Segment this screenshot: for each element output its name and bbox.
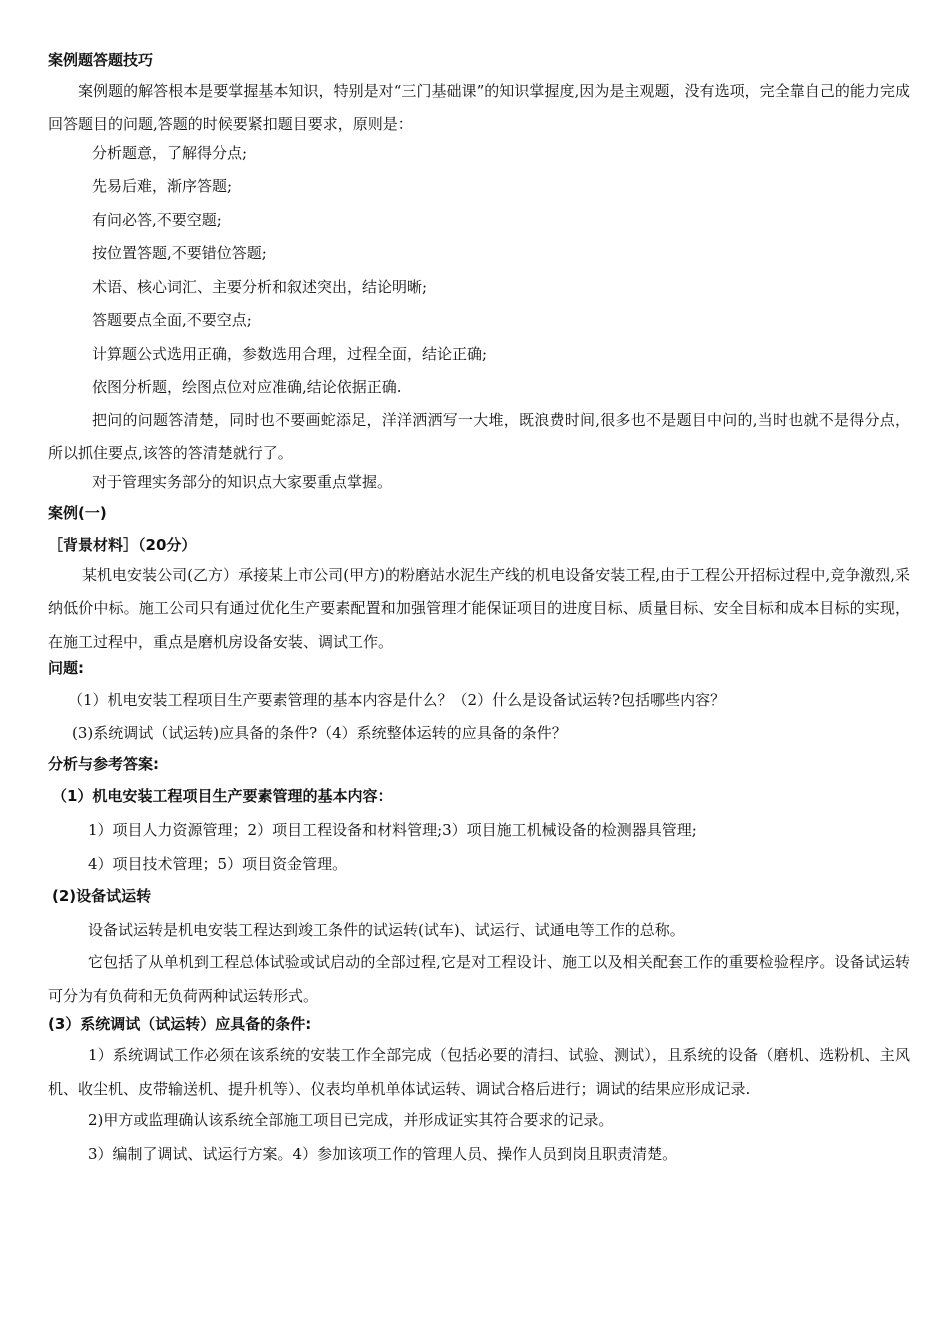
principle-item: 依图分析题，绘图点位对应准确,结论依据正确. bbox=[92, 378, 402, 396]
intro-text: 案例题的解答根本是要掌握基本知识，特别是对“三门基础课”的知识掌握度,因为是主观题，没有选项，完全靠自己的能力完成回答题目的问题,答题的时候要紧扣题目要求，原则是： bbox=[48, 81, 910, 133]
principle-item: 答题要点全面,不要空点; bbox=[92, 311, 252, 329]
case-title: 案例(一) bbox=[48, 504, 107, 522]
principle-item: 计算题公式选用正确，参数选用合理，过程全面，结论正确; bbox=[92, 344, 488, 363]
answer2-paragraph: 设备试运转是机电安装工程达到竣工条件的试运转(试车)、试运行、试通电等工作的总称。 bbox=[88, 920, 685, 939]
intro-paragraph bbox=[48, 75, 910, 142]
answer3-line: 3）编制了调试、试运行方案。4）参加该项工作的管理人员、操作人员到岗且职责清楚。 bbox=[88, 1144, 678, 1163]
questions-heading: 问题: bbox=[48, 659, 84, 677]
answer1-line: 4）项目技术管理；5）项目资金管理。 bbox=[88, 854, 348, 873]
answer3-text: 1）系统调试工作必须在该系统的安装工作全部完成（包括必要的清扫、试验、测试），且系统的设备（磨机、选粉机、主风机、收尘机、皮带输送机、提升机等）、仪表均单机单体试运转、调试合格后进行；调试的结果应形成记录. bbox=[48, 1046, 910, 1098]
document-page bbox=[48, 50, 910, 1177]
answer3-paragraph bbox=[48, 1039, 910, 1106]
question-line: (3)系统调试（试运转)应具备的条件?（4）系统整体运转的应具备的条件？ bbox=[72, 724, 567, 742]
answer-heading: 分析与参考答案: bbox=[48, 755, 159, 773]
advice-text: 把问的问题答清楚，同时也不要画蛇添足，洋洋洒洒写一大堆，既浪费时间,很多也不是题目中问的,当时也就不是得分点，所以抓住要点,该答的答清楚就行了。 bbox=[48, 410, 910, 462]
answer3-heading: (3）系统调试（试运转）应具备的条件: bbox=[48, 1015, 312, 1033]
principle-item: 术语、核心词汇、主要分析和叙述突出，结论明晰; bbox=[92, 277, 428, 296]
background-heading: ［背景材料］（20分） bbox=[48, 535, 197, 554]
answer1-heading: （1）机电安装工程项目生产要素管理的基本内容： bbox=[52, 787, 393, 805]
answer2-heading: (2)设备试运转 bbox=[52, 886, 152, 905]
answer2-text: 它包括了从单机到工程总体试验或试启动的全部过程,它是对工程设计、施工以及相关配套工作的重要检验程序。设备试运转可分为有负荷和无负荷两种试运转形式。 bbox=[48, 953, 910, 1005]
answer3-line: 2)甲方或监理确认该系统全部施工项目已完成，并形成证实其符合要求的记录。 bbox=[88, 1111, 614, 1129]
answer2-paragraph bbox=[48, 946, 910, 1013]
background-text: 某机电安装公司(乙方）承接某上市公司(甲方)的粉磨站水泥生产线的机电设备安装工程,由于工程公开招标过程中,竞争激烈,采纳低价中标。施工公司只有通过优化生产要素配置和加强管理才能保证项目的进度目标、质量目标、安全目标和成本目标的实现，在施工过程中，重点是磨机房设备安装、调试工作。 bbox=[48, 565, 910, 651]
background-paragraph bbox=[48, 559, 910, 660]
principle-item: 有问必答,不要空题; bbox=[92, 210, 222, 229]
principle-item: 分析题意，了解得分点; bbox=[92, 143, 248, 162]
advice-paragraph bbox=[48, 404, 910, 471]
question-line: （1）机电安装工程项目生产要素管理的基本内容是什么？（2）什么是设备试运转?包括哪些内容？ bbox=[68, 690, 726, 709]
answer1-line: 1）项目人力资源管理；2）项目工程设备和材料管理;3）项目施工机械设备的检测器具管理; bbox=[88, 821, 697, 839]
principle-item: 先易后难，渐序答题; bbox=[92, 177, 233, 195]
doc-title: 案例题答题技巧 bbox=[48, 51, 154, 69]
principle-item: 按位置答题,不要错位答题; bbox=[92, 244, 267, 262]
emphasis-line: 对于管理实务部分的知识点大家要重点掌握。 bbox=[92, 472, 393, 491]
